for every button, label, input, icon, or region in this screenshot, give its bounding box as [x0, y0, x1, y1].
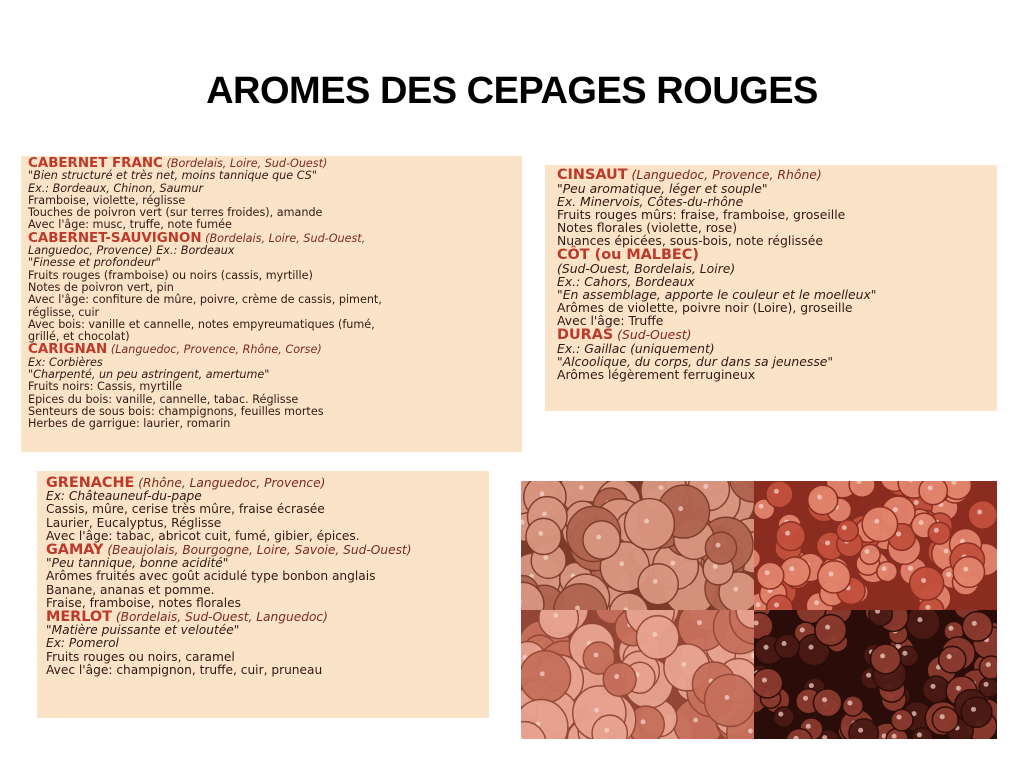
grape-variety-descriptor-italic: "Finesse et profondeur": [28, 256, 161, 270]
grape-variety-descriptor-italic: Ex. Minervois, Côtes-du-rhône: [557, 194, 744, 209]
grape-variety-descriptor-italic: "Peu aromatique, léger et souple": [557, 181, 768, 196]
grape-variety-regions: (Bordelais, Loire, Sud-Ouest,: [205, 231, 366, 245]
grape-variety-name: CABERNET FRANC: [28, 156, 163, 171]
grape-variety-descriptor-italic: "Matière puissante et veloutée": [46, 623, 240, 638]
grape-variety-aroma-line: Fruits noirs: Cassis, myrtille: [28, 380, 183, 394]
grape-variety-aroma-line: Avec l'âge: musc, truffe, note fumée: [28, 218, 232, 232]
grape-panel-grenache-gamay-merlot: [37, 471, 489, 718]
grape-variety-name: DURAS: [557, 327, 614, 343]
grape-variety-block: [46, 611, 480, 677]
grape-variety-aroma-line: Fruits rouges ou noirs, caramel: [46, 649, 235, 664]
grape-variety-descriptor-italic: Languedoc, Provence) Ex.: Bordeaux: [28, 244, 235, 258]
grape-variety-aroma-line: Avec l'âge: confiture de mûre, poivre, crème de cassis, piment,: [28, 293, 382, 307]
grape-variety-name: CARIGNAN: [28, 342, 108, 358]
grape-variety-block: [46, 544, 480, 610]
grape-variety-descriptor-italic: Ex: Pomerol: [46, 636, 119, 651]
grape-variety-aroma-line: Epices du bois: vanille, cannelle, tabac. Réglisse: [28, 392, 299, 406]
grape-variety-name: CÔT (ou MALBEC): [557, 247, 699, 263]
grape-variety-regions: (Bordelais, Loire, Sud-Ouest): [166, 157, 328, 170]
grape-variety-descriptor-italic: "En assemblage, apporte le couleur et le moelleux": [557, 287, 877, 302]
grape-variety-regions: (Languedoc, Provence, Rhône): [631, 167, 822, 182]
grape-variety-aroma-line: Framboise, violette, réglisse: [28, 193, 186, 207]
grape-variety-name: GRENACHE: [46, 475, 135, 491]
grape-panel-cabernet-carignan: [21, 156, 522, 452]
grape-variety-aroma-line: Herbes de garrigue: laurier, romarin: [28, 417, 231, 431]
grape-variety-aroma-line: Fruits rouges mûrs: fraise, framboise, groseille: [557, 207, 846, 222]
grape-variety-heading: [557, 328, 985, 342]
grape-variety-aroma-line: Fraise, framboise, notes florales: [46, 595, 241, 610]
grape-variety-descriptor-italic: "Bien structuré et très net, moins tannique que CS": [28, 169, 317, 183]
grape-variety-aroma-line: Avec l'âge: champignon, truffe, cuir, pruneau: [46, 662, 323, 677]
grape-variety-aroma-line: Arômes de violette, poivre noir (Loire), groseille: [557, 300, 853, 315]
red-fruits-photo-collage: [521, 481, 997, 739]
raspberries-photo: [521, 610, 754, 739]
grape-variety-block: [28, 158, 515, 232]
grape-variety-heading: [28, 344, 515, 356]
grape-variety-name: MERLOT: [46, 609, 112, 626]
grape-variety-block: [557, 328, 985, 381]
grape-variety-regions: (Rhône, Languedoc, Provence): [138, 476, 326, 490]
grape-variety-aroma-line: Arômes légèrement ferrugineux: [557, 367, 756, 382]
grape-variety-block: [557, 168, 985, 247]
grape-variety-aroma-line: Avec bois: vanille et cannelle, notes empyreumatiques (fumé,: [28, 317, 375, 331]
slide-title: AROMES DES CEPAGES ROUGES: [206, 70, 818, 112]
grape-variety-descriptor-italic: Ex.: Gaillac (uniquement): [557, 341, 715, 356]
grape-variety-name: CINSAUT: [557, 167, 628, 183]
grape-variety-aroma-line: Cassis, mûre, cerise très mûre, fraise écrasée: [46, 502, 325, 517]
grape-variety-descriptor-italic: Ex.: Cahors, Bordeaux: [557, 274, 695, 289]
redcurrants-photo: [754, 481, 997, 610]
grape-variety-regions: (Beaujolais, Bourgogne, Loire, Savoie, Sud-Ouest): [107, 543, 412, 558]
grape-variety-aroma-line: Fruits rouges (framboise) ou noirs (cassis, myrtille): [28, 268, 313, 282]
grape-variety-name: CABERNET-SAUVIGNON: [28, 230, 202, 246]
blackcurrants-photo: [754, 610, 997, 739]
grape-variety-regions: (Bordelais, Sud-Ouest, Languedoc): [115, 610, 328, 625]
grape-variety-regions: (Languedoc, Provence, Rhône, Corse): [110, 343, 322, 357]
grape-variety-descriptor-italic: Ex: Corbières: [28, 355, 103, 369]
grape-variety-aroma-line: réglisse, cuir: [28, 305, 100, 319]
grape-variety-block: [28, 344, 515, 430]
grape-variety-heading: [557, 248, 985, 262]
grape-variety-descriptor-italic: Ex.: Bordeaux, Chinon, Saumur: [28, 181, 204, 195]
grape-variety-regions: (Sud-Ouest): [617, 327, 692, 342]
grape-variety-descriptor-italic: "Peu tannique, bonne acidité": [46, 556, 229, 571]
grape-variety-aroma-line: Senteurs de sous bois: champignons, feuilles mortes: [28, 404, 324, 418]
grape-variety-name: GAMAY: [46, 542, 104, 559]
grape-variety-aroma-line: Nuances épicées, sous-bois, note réglissée: [557, 233, 823, 248]
grape-variety-aroma-line: grillé, et chocolat): [28, 330, 130, 344]
grape-variety-aroma-line: Touches de poivron vert (sur terres froides), amande: [28, 206, 323, 220]
grape-variety-aroma-line: Notes de poivron vert, pin: [28, 280, 174, 294]
grape-variety-aroma-line: Avec l'âge: tabac, abricot cuit, fumé, gibier, épices.: [46, 528, 360, 543]
grape-variety-aroma-line: Notes florales (violette, rose): [557, 220, 738, 235]
grape-variety-aroma-line: Arômes fruités avec goût acidulé type bonbon anglais: [46, 569, 376, 584]
grape-variety-descriptor-italic: "Charpenté, un peu astringent, amertume": [28, 368, 270, 382]
grape-variety-block: [28, 230, 515, 344]
grape-variety-block: [557, 248, 985, 327]
grape-variety-descriptor-italic: (Sud-Ouest, Bordelais, Loire): [557, 261, 736, 276]
grape-variety-aroma-line: Avec l'âge: Truffe: [557, 313, 664, 328]
grape-variety-descriptor-italic: Ex: Châteauneuf-du-pape: [46, 489, 202, 504]
grape-variety-descriptor-italic: "Alcoolique, du corps, dur dans sa jeunesse": [557, 354, 834, 369]
grape-variety-block: [46, 477, 480, 543]
strawberries-photo: [521, 481, 754, 610]
grape-variety-aroma-line: Laurier, Eucalyptus, Réglisse: [46, 515, 222, 530]
grape-variety-heading: [557, 168, 985, 182]
grape-panel-cinsaut-cot-duras: [545, 165, 997, 411]
grape-variety-aroma-line: Banane, ananas et pomme.: [46, 582, 215, 597]
